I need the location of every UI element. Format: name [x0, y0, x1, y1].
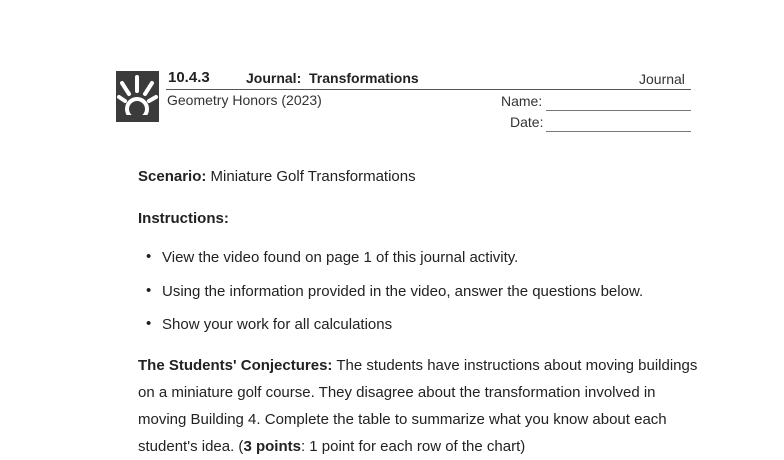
date-field[interactable] — [546, 131, 691, 132]
date-label: Date: — [510, 114, 544, 130]
instructions-heading: Instructions: — [138, 210, 229, 227]
header-divider — [166, 89, 691, 90]
points-text: : 1 point for each row of the chart) — [300, 438, 526, 455]
scenario-line — [138, 168, 416, 185]
activity-code: 10.4.3 — [168, 69, 210, 86]
journal-title: Journal: Transformations — [246, 70, 419, 86]
instruction-item: Show your work for all calculations — [162, 316, 393, 333]
bullet-icon: • — [146, 248, 152, 265]
conjectures-label: The Students' Conjectures: — [138, 357, 333, 374]
name-field[interactable] — [546, 110, 691, 111]
sunburst-logo-icon — [116, 71, 159, 122]
document-type: Journal — [639, 71, 685, 87]
bullet-icon: • — [146, 315, 152, 332]
bullet-icon: • — [146, 282, 152, 299]
course-name: Geometry Honors (2023) — [167, 92, 322, 108]
conjectures-paragraph — [138, 352, 698, 460]
scenario-label: Scenario: — [138, 168, 207, 185]
instruction-item: Using the information provided in the video, answer the questions below. — [162, 283, 644, 300]
instruction-item: View the video found on page 1 of this journal activity. — [162, 249, 519, 266]
conjectures-text: The students have instructions about moving buildings on a miniature golf course. They disagree about the transformation involved in moving Building 4. Complete the table to summarize what you know about each student's idea. ( — [138, 357, 698, 455]
name-label: Name: — [501, 93, 543, 109]
scenario-text: Miniature Golf Transformations — [206, 168, 416, 185]
points-label: 3 points — [243, 438, 301, 455]
